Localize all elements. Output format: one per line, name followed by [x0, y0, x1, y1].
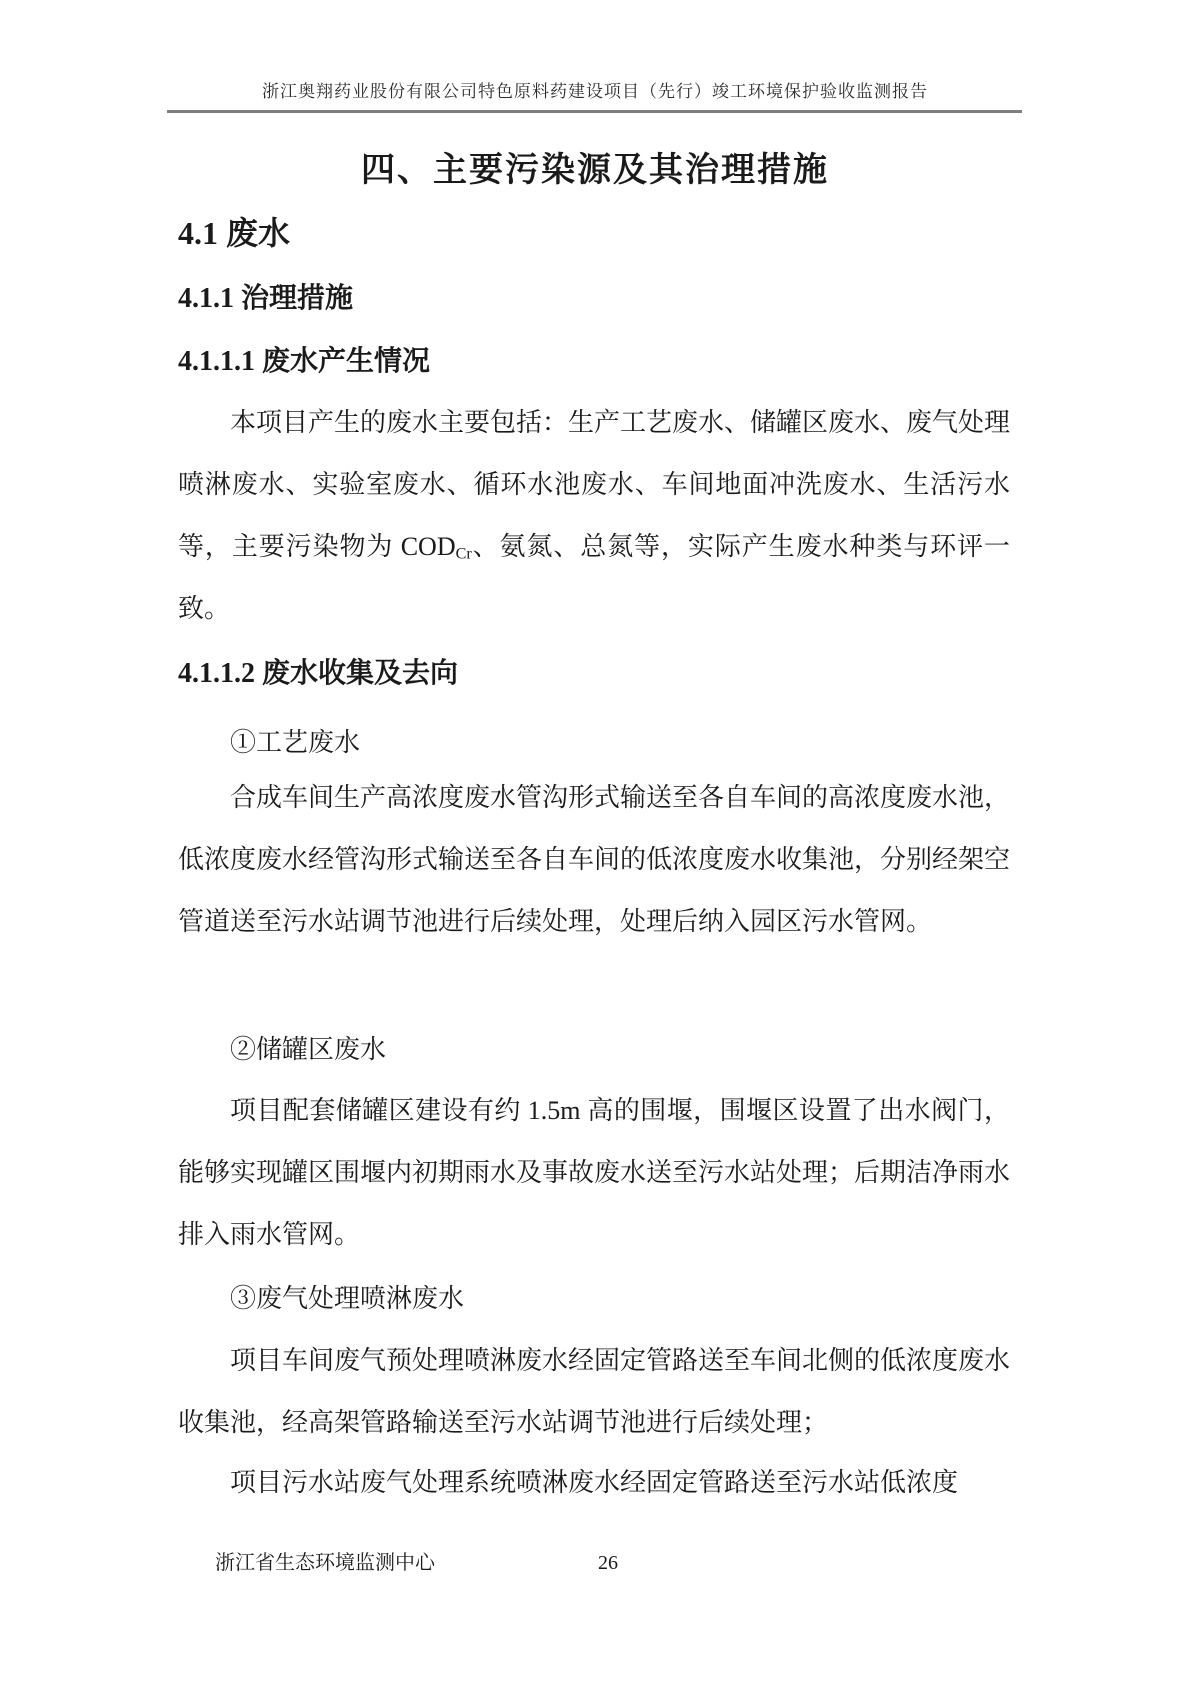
list-item-3-title: ③废气处理喷淋废水 — [230, 1284, 465, 1313]
paragraph-spray-wastewater-2: 项目污水站废气处理系统喷淋废水经固定管路送至污水站低浓度 — [230, 1468, 959, 1497]
paragraph-text: 本项目产生的废水主要包括：生产工艺废水、储罐区废水、废气处理喷淋废水、实验室废水、循环水池废水、车间地面冲洗废水、生活污水等，主要污染物为 COD — [178, 408, 1011, 561]
section-heading-4-1-1-2: 4.1.1.2 废水收集及去向 — [178, 658, 459, 689]
section-heading-4-1-1: 4.1.1 治理措施 — [178, 283, 354, 314]
paragraph-spray-wastewater-1: 项目车间废气预处理喷淋废水经固定管路送至车间北侧的低浓度废水收集池，经高架管路输送至污水站调节池进行后续处理； — [178, 1346, 1011, 1437]
chapter-title: 四、主要污染源及其治理措施 — [361, 152, 829, 189]
cod-cr-subscript: Cr — [455, 545, 472, 563]
section-heading-4-1-1-1: 4.1.1.1 废水产生情况 — [178, 346, 431, 377]
section-heading-4-1: 4.1 废水 — [178, 215, 291, 251]
list-item-2-title: ②储罐区废水 — [230, 1035, 387, 1064]
paragraph-text: 、氨氮、总氮等，实际产生废水种类与环评一致。 — [178, 532, 1010, 623]
footer-page-number: 26 — [598, 1552, 618, 1574]
footer-organization: 浙江省生态环境监测中心 — [215, 1552, 435, 1574]
list-item-1-title: ①工艺废水 — [230, 728, 361, 757]
header-divider — [167, 110, 1022, 113]
page-header-title: 浙江奥翔药业股份有限公司特色原料药建设项目（先行）竣工环境保护验收监测报告 — [262, 82, 928, 101]
paragraph-wastewater-overview — [178, 392, 1010, 640]
paragraph-process-wastewater: 合成车间生产高浓度废水管沟形式输送至各自车间的高浓度废水池，低浓度废水经管沟形式输送至各自车间的低浓度废水收集池，分别经架空管道送至污水站调节池进行后续处理，处理后纳入园区污水管网。 — [178, 783, 1011, 936]
paragraph-tank-area-wastewater: 项目配套储罐区建设有约 1.5m 高的围堰，围堰区设置了出水阀门，能够实现罐区围堰内初期雨水及事故废水送至污水站处理；后期洁净雨水排入雨水管网。 — [178, 1096, 1011, 1249]
